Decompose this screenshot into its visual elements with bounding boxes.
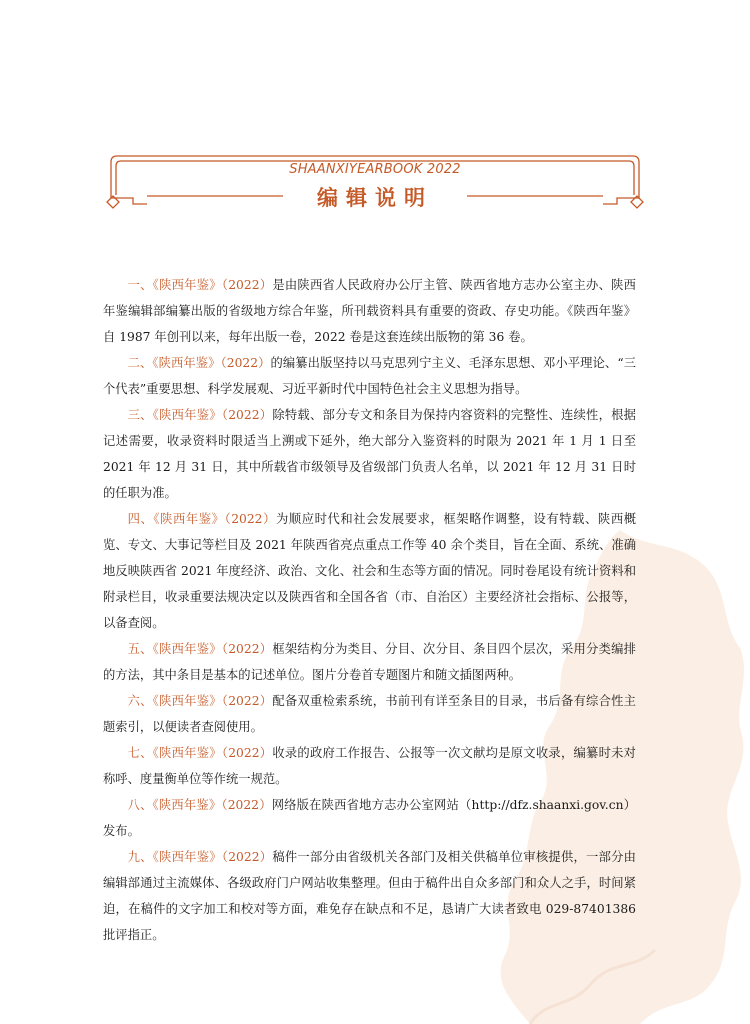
paragraph-3	[103, 402, 636, 506]
paragraph-text: 网络版在陕西省地方志办公室网站（http://dfz.shaanxi.gov.cn）发布。	[103, 798, 636, 838]
paragraph-text: 的编纂出版坚持以马克思列宁主义、毛泽东思想、邓小平理论、“三个代表”重要思想、科学发展观、习近平新时代中国特色社会主义思想为指导。	[103, 356, 636, 396]
paragraph-lead: 六、《陕西年鉴》（2022）	[127, 694, 273, 708]
paragraph-text: 框架结构分为类目、分目、次分目、条目四个层次，采用分类编排的方法，其中条目是基本的记述单位。图片分卷首专题图片和随文插图两种。	[103, 642, 636, 682]
paragraph-text: 配备双重检索系统，书前刊有详至条目的目录，书后备有综合性主题索引，以便读者查阅使用。	[103, 694, 636, 734]
paragraph-lead: 八、《陕西年鉴》（2022）	[127, 798, 272, 812]
paragraph-lead: 五、《陕西年鉴》（2022）	[127, 642, 273, 656]
paragraph-lead: 三、《陕西年鉴》（2022）	[127, 408, 273, 422]
paragraph-1	[103, 272, 636, 350]
paragraph-6	[103, 688, 636, 740]
page-title: 编辑说明	[317, 185, 433, 210]
paragraph-lead: 二、《陕西年鉴》（2022）	[127, 356, 271, 370]
paragraph-text: 稿件一部分由省级机关各部门及相关供稿单位审核提供，一部分由编辑部通过主流媒体、各级政府门户网站收集整理。但由于稿件出自众多部门和众人之手，时间紧迫，在稿件的文字加工和校对等方面，难免存在缺点和不足，恳请广大读者致电 029-87401386 批评指正。	[103, 850, 636, 942]
paragraph-lead: 一、《陕西年鉴》（2022）	[127, 278, 273, 292]
yearbook-subtitle: SHAANXIYEARBOOK 2022	[289, 162, 461, 177]
paragraph-4	[103, 506, 636, 636]
paragraph-lead: 七、《陕西年鉴》（2022）	[127, 746, 273, 760]
paragraph-text: 是由陕西省人民政府办公厅主管、陕西省地方志办公室主办、陕西年鉴编辑部编纂出版的省级地方综合年鉴，所刊载资料具有重要的资政、存史功能。《陕西年鉴》自 1987 年创刊以来，每年出版一卷，2022 卷是这套连续出版物的第 36 卷。	[103, 278, 636, 344]
paragraph-8	[103, 792, 636, 844]
paragraph-7	[103, 740, 636, 792]
paragraph-text: 为顺应时代和社会发展要求，框架略作调整，设有特载、陕西概览、专文、大事记等栏目及 2021 年陕西省亮点重点工作等 40 余个类目，旨在全面、系统、准确地反映陕西省 2021 年度经济、政治、文化、社会和生态等方面的情况。同时卷尾设有统计资料和附录栏目，收录重要法规决定以及陕西省和全国各省（市、自治区）主要经济社会指标、公报等，以备查阅。	[103, 512, 636, 630]
paragraph-5	[103, 636, 636, 688]
paragraph-lead: 四、《陕西年鉴》（2022）	[127, 512, 276, 526]
paragraph-9	[103, 844, 636, 948]
paragraph-text: 除特载、部分专文和条目为保持内容资料的完整性、连续性，根据记述需要，收录资料时限适当上溯或下延外，绝大部分入鉴资料的时限为 2021 年 1 月 1 日至 2021 年 12 月 31 日，其中所载省市级领导及省级部门负责人名单，以 2021 年 12 月 31 日时的任职为准。	[103, 408, 636, 500]
editorial-notes-body	[103, 272, 636, 948]
paragraph-2	[103, 350, 636, 402]
paragraph-text: 收录的政府工作报告、公报等一次文献均是原文收录，编纂时未对称呼、度量衡单位等作统一规范。	[103, 746, 636, 786]
paragraph-lead: 九、《陕西年鉴》（2022）	[127, 850, 273, 864]
